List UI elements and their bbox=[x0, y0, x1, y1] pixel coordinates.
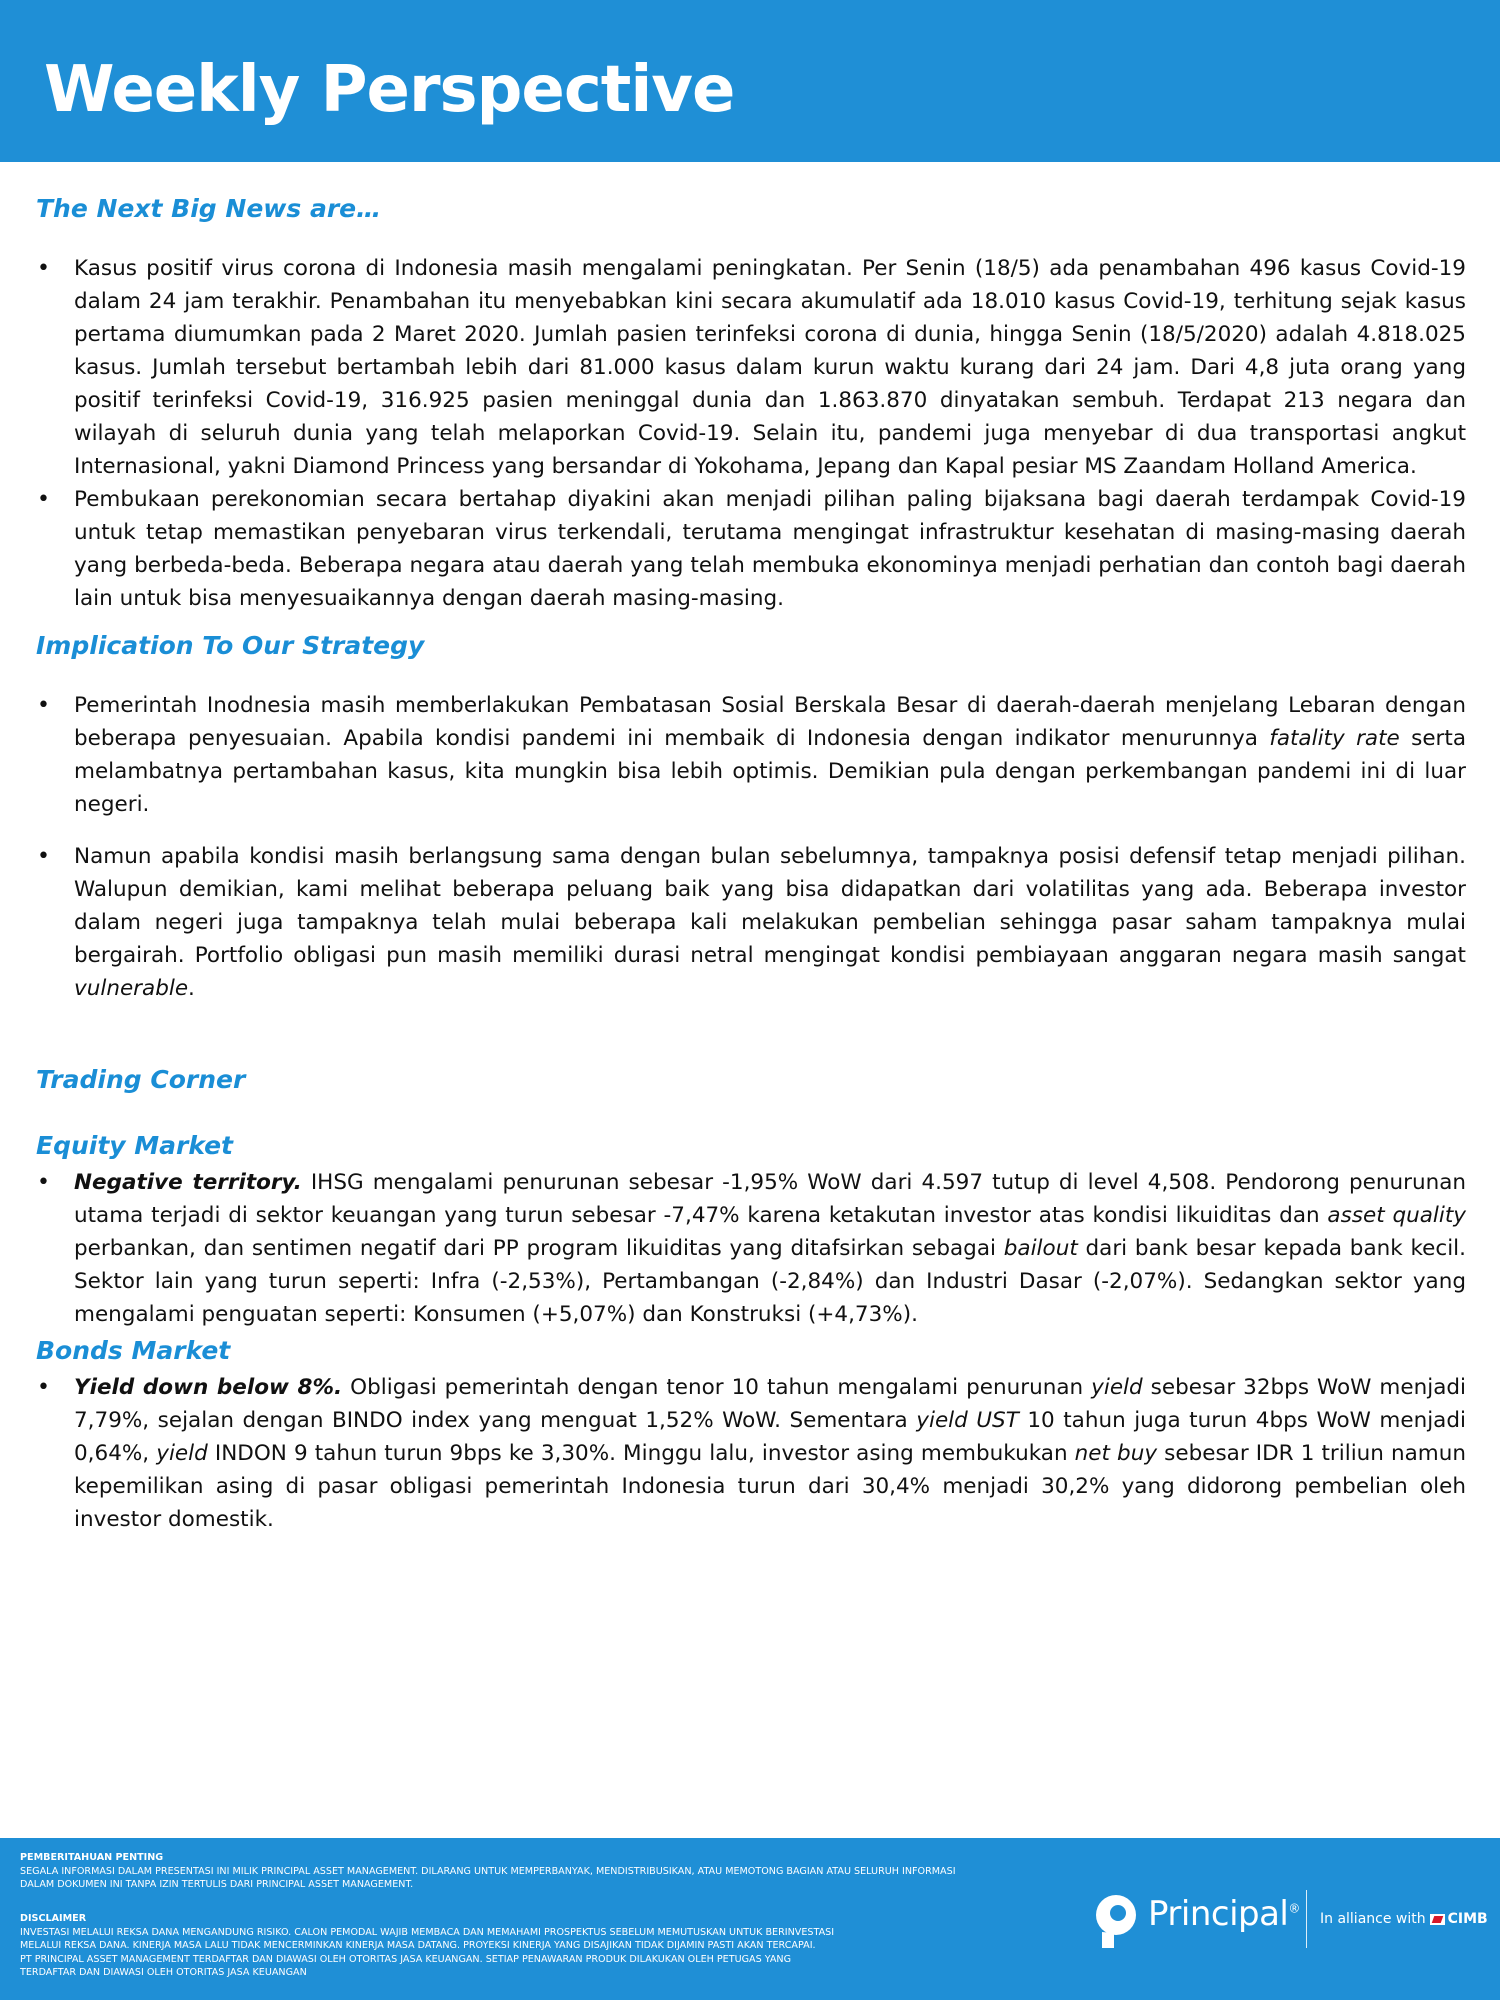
text-run: Pemerintah Inodnesia masih memberlakukan Pembatasan Sosial Berskala Besar di daerah-daerah menjelang Lebaran dengan beberapa penyesuaian. Apabila kondisi pandemi ini membaik di Indonesia dengan indikator menurunnya bbox=[74, 693, 1466, 751]
registered-mark: ® bbox=[1288, 1901, 1300, 1916]
disclaimer-line: TERDAFTAR DAN DIAWASI OLEH OTORITAS JASA KEUANGAN bbox=[20, 1967, 307, 1978]
alliance-label bbox=[1320, 1911, 1488, 1927]
italic-term: net buy bbox=[1074, 1441, 1158, 1466]
cimb-logo-icon bbox=[1430, 1914, 1445, 1925]
principal-wordmark bbox=[1148, 1894, 1300, 1935]
bullet-item bbox=[36, 689, 1466, 821]
disclaimer-title: DISCLAIMER bbox=[20, 1913, 87, 1924]
text-run: INDON 9 tahun turun 9bps ke 3,30%. Minggu lalu, investor asing membukukan bbox=[207, 1441, 1075, 1466]
italic-term: yield bbox=[156, 1441, 208, 1466]
disclaimer-block bbox=[20, 1912, 1100, 1980]
notice-block bbox=[20, 1851, 1100, 1892]
implication-list bbox=[36, 689, 1466, 1005]
section-title-bonds-market: Bonds Market bbox=[36, 1336, 231, 1365]
notice-line: SEGALA INFORMASI DALAM PRESENTASI INI MILIK PRINCIPAL ASSET MANAGEMENT. DILARANG UNTUK MEMPERBANYAK, MENDISTRIBUSIKAN, ATAU MEMOTONG BAGIAN ATAU SELURUH INFORMASI bbox=[20, 1865, 956, 1877]
text-run: IHSG mengalami penurunan sebesar -1,95% WoW dari 4.597 tutup di level 4,508. Pendorong penurunan utama terjadi di sektor keuangan yang turun sebesar -7,47% karena ketakutan investor atas kondisi likuiditas dan bbox=[74, 1170, 1466, 1228]
next-big-news-list bbox=[36, 252, 1466, 615]
italic-term: asset quality bbox=[1327, 1203, 1467, 1228]
cimb-wordmark: CIMB bbox=[1447, 1911, 1488, 1927]
alliance-text: In alliance with bbox=[1320, 1911, 1426, 1927]
disclaimer-line: INVESTASI MELALUI REKSA DANA MENGANDUNG RISIKO. CALON PEMODAL WAJIB MEMBACA DAN MEMAHAMI PROSPEKTUS SEBELUM MEMUTUSKAN UNTUK BERINVESTASI bbox=[20, 1926, 835, 1938]
bullet-item bbox=[36, 1166, 1466, 1331]
lead-phrase: Yield down below 8%. bbox=[74, 1375, 343, 1400]
section-title-trading-corner: Trading Corner bbox=[36, 1065, 246, 1094]
bullet-item: • Kasus positif virus corona di Indonesia masih mengalami peningkatan. Per Senin (18/5) ada penambahan 496 kasus Covid-19 dalam 24 jam terakhir. Penambahan itu menyebabkan kini secara akumulatif ada 18.010 kasus Covid-19, terhitung sejak kasus pertama diumumkan pada 2 Maret 2020. Jumlah pasien terinfeksi corona di dunia, hingga Senin (18/5/2020) adalah 4.818.025 kasus. Jumlah tersebut bertambah lebih dari 81.000 kasus dalam kurun waktu kurang dari 24 jam. Dari 4,8 juta orang yang positif terinfeksi Covid-19, 316.925 pasien meninggal dunia dan 1.863.870 dinyatakan sembuh. Terdapat 213 negara dan wilayah di seluruh dunia yang telah melaporkan Covid-19. Selain itu, pandemi juga menyebar di dua transportasi angkut Internasional, yakni Diamond Princess yang bersandar di Yokohama, Jepang dan Kapal pesiar MS Zaandam Holland America. bbox=[36, 252, 1466, 483]
italic-term: yield bbox=[1091, 1375, 1143, 1400]
page-title: Weekly Perspective bbox=[44, 53, 735, 127]
equity-list bbox=[36, 1166, 1466, 1331]
text-run: 10 tahun juga turun 4bps WoW menjadi 0,64%, bbox=[74, 1408, 1466, 1466]
text-run: . bbox=[188, 976, 195, 1001]
header-banner bbox=[0, 0, 1500, 162]
text-run: perbankan, dan sentimen negatif dari PP program likuiditas yang ditafsirkan sebagai bbox=[74, 1236, 1004, 1261]
bullet-item bbox=[36, 840, 1466, 1005]
section-title-implication: Implication To Our Strategy bbox=[36, 631, 425, 660]
text-run: sebesar 32bps WoW menjadi 7,79%, sejalan dengan BINDO index yang menguat 1,52% WoW. Sementara bbox=[74, 1375, 1466, 1433]
notice-title: PEMBERITAHUAN PENTING bbox=[20, 1852, 164, 1863]
lead-phrase: Negative territory. bbox=[74, 1170, 302, 1195]
italic-term: yield UST bbox=[916, 1408, 1019, 1433]
logo-divider bbox=[1306, 1890, 1307, 1948]
section-title-next-big-news: The Next Big News are… bbox=[36, 194, 382, 223]
main-content bbox=[36, 194, 1466, 1536]
italic-term: fatality rate bbox=[1269, 726, 1400, 751]
principal-logo bbox=[1092, 1884, 1488, 1954]
text-run: sebesar IDR 1 triliun namun kepemilikan asing di pasar obligasi pemerintah Indonesia turun dari 30,4% menjadi 30,2% yang didorong pembelian oleh investor domestik. bbox=[74, 1441, 1467, 1532]
text-run: dari bank besar kepada bank kecil. Sektor lain yang turun seperti: Infra (-2,53%), Pertambangan (-2,84%) dan Industri Dasar (-2,07%). Sedangkan sektor yang mengalami penguatan seperti: Konsumen (+5,07%) dan Konstruksi (+4,73%). bbox=[74, 1236, 1466, 1327]
bullet-item: • Pembukaan perekonomian secara bertahap diyakini akan menjadi pilihan paling bijaksana bagi daerah terdampak Covid-19 untuk tetap memastikan penyebaran virus terkendali, terutama mengingat infrastruktur kesehatan di masing-masing daerah yang berbeda-beda. Beberapa negara atau daerah yang telah membuka ekonominya menjadi perhatian dan contoh bagi daerah lain untuk bisa menyesuaikannya dengan daerah masing-masing. bbox=[36, 483, 1466, 615]
notice-line: DALAM DOKUMEN INI TANPA IZIN TERTULIS DARI PRINCIPAL ASSET MANAGEMENT. bbox=[20, 1879, 414, 1890]
text-run: Namun apabila kondisi masih berlangsung sama dengan bulan sebelumnya, tampaknya posisi defensif tetap menjadi pilihan. Walupun demikian, kami melihat beberapa peluang baik yang bisa didapatkan dari volatilitas yang ada. Beberapa investor dalam negeri juga tampaknya telah mulai beberapa kali melakukan pembelian sehingga pasar saham tampaknya mulai bergairah. Portfolio obligasi pun masih memiliki durasi netral mengingat kondisi pembiayaan anggaran negara masih sangat bbox=[74, 844, 1466, 968]
bonds-list bbox=[36, 1371, 1466, 1536]
italic-term: bailout bbox=[1003, 1236, 1078, 1261]
brand-name: Principal bbox=[1148, 1894, 1289, 1934]
section-title-equity-market: Equity Market bbox=[36, 1131, 234, 1160]
disclaimer-line: PT PRINCIPAL ASSET MANAGEMENT TERDAFTAR DAN DIAWASI OLEH OTORITAS JASA KEUANGAN. SETIAP PENAWARAN PRODUK DILAKUKAN OLEH PETUGAS YANG bbox=[20, 1953, 792, 1965]
principal-mark-icon bbox=[1092, 1892, 1142, 1948]
footer-banner bbox=[0, 1838, 1500, 2000]
italic-term: vulnerable bbox=[74, 976, 189, 1001]
bullet-item bbox=[36, 1371, 1466, 1536]
text-run: serta melambatnya pertambahan kasus, kita mungkin bisa lebih optimis. Demikian pula dengan perkembangan pandemi ini di luar negeri. bbox=[74, 726, 1466, 817]
disclaimer-line: MELALUI REKSA DANA. KINERJA MASA LALU TIDAK MENCERMINKAN KINERJA MASA DATANG. PROYEKSI KINERJA YANG DISAJIKAN TIDAK DIJAMIN PASTI AKAN TERCAPAI. bbox=[20, 1940, 816, 1951]
text-run: Obligasi pemerintah dengan tenor 10 tahun mengalami penurunan bbox=[342, 1375, 1092, 1400]
